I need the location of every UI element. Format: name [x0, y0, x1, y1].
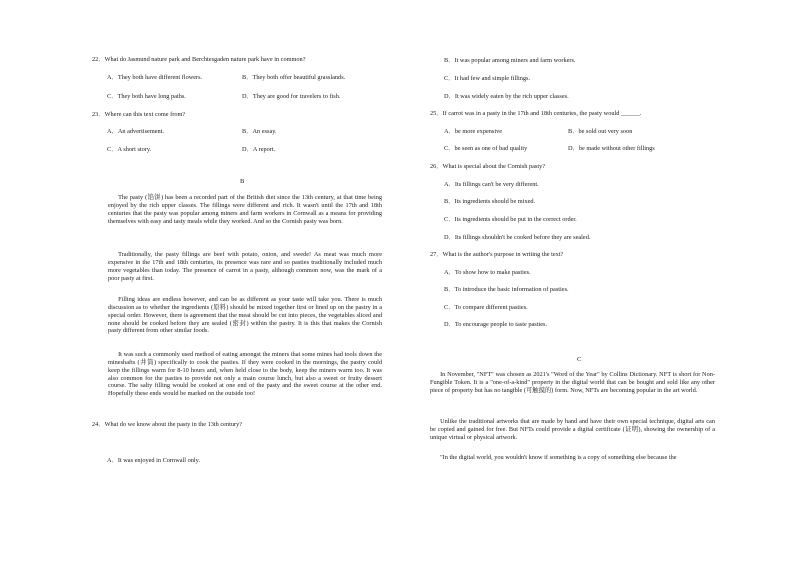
question-27-option-b: B．To introduce the basic information of pasties. — [444, 286, 569, 293]
question-24-option-b: B．It was popular among miners and farm workers. — [444, 57, 576, 64]
question-24-option-d: D．It was widely eaten by the rich upper classes. — [444, 93, 569, 100]
question-22-option-c: C．They both have long paths. — [107, 93, 186, 100]
question-27-option-d: D．To encourage people to taste pasties. — [444, 321, 548, 328]
question-25-option-b: B．be sold out very soon — [568, 128, 633, 135]
question-22-option-a: A．They both have different flowers. — [107, 74, 203, 81]
question-25-option-c: C．be seen as one of bad quality — [444, 145, 528, 152]
question-27-option-c: C．To compare different pasties. — [444, 304, 528, 311]
question-26-option-a: A．Its fillings can't be very different. — [444, 181, 539, 188]
question-26-option-c: C．Its ingredients should be put in the correct order. — [444, 216, 577, 223]
question-25-option-d: D．be made without other fillings — [568, 145, 655, 152]
section-b-title: B — [240, 178, 245, 185]
question-26-option-b: B．Its ingredients should be mixed. — [444, 198, 536, 205]
passage-c-paragraph-2: Unlike the traditional artworks that are made by hand and have their own special technique, digital arts can be copied and gained for free. But NFTs could provide a digital certificate (证明), showing the ownership of a unique virtual or physical artwork. — [430, 418, 715, 441]
question-22-stem: 22．What do Jasmund nature park and Berchtesgaden nature park have in common? — [92, 56, 306, 63]
question-23-option-a: A．An advertisement. — [107, 128, 165, 135]
passage-b-paragraph-2: Traditionally, the pasty fillings are beef with potato, onion, and swede! As meat was much more expensive in the 17th and 18th centuries, its presence was rare and so pasties traditionally included much more vegetables than today. The presence of carrot in a pasty, although common now, was the mark of a poor pasty at first. — [108, 251, 382, 282]
question-23-stem: 23．Where can this text come from? — [92, 111, 186, 118]
passage-c-paragraph-1: In November, "NFT" was chosen as 2021's "Word of the Year" by Collins Dictionary. NFT is short for Non-Fungible Token. It is a "one-of-a-kind" property in the digital world that can be bought and sold like any other piece of property but has no tangible (可触摸的) form. Now, NFTs are becoming popular in the art world. — [430, 371, 715, 394]
question-23-option-b: B．An essay. — [242, 128, 277, 135]
question-26-option-d: D．Its fillings shouldn't be cooked before they are sealed. — [444, 234, 591, 241]
question-23-option-c: C．A short story. — [107, 146, 152, 153]
question-24-stem: 24．What do we know about the pasty in the 13th century? — [92, 421, 243, 428]
passage-b-paragraph-1: The pasty (馅饼) has been a recorded part of the British diet since the 13th century, at that time being enjoyed by the rich upper classes. The fillings were different and rich. It wasn't until the 17th and 18th centuries that the pasty was popular among miners and farm workers in Cornwall as a means for providing themselves with easy and tasty meals while they worked. And so the Cornish pasty was born. — [108, 194, 382, 225]
passage-b-paragraph-4: It was such a commonly used method of eating amongst the miners that some mines had tools down the mineshafts (井筒) specifically to cook the pasties. If they were cooked in the mornings, the pastry could keep the fillings warm for 8-10 hours and, when held close to the body, keep the miners warm too. It was also common for the pasties to provide not only a main course lunch, but also a sweet or fruity dessert course. The salty filling would be cooked at one end of the pasty and the sweet course at the other end. Hopefully these ends would be marked on the outside too! — [108, 351, 382, 398]
passage-b-paragraph-3: Filling ideas are endless however, and can be as different as your taste will take you. There is much discussion as to whether the ingredients (原料) should be mixed together first or lined up on the pastry in a special order. However, there is agreement that the meat should be cut into pieces, the vegetables sliced and none should be cooked before they are sealed (密封) within the pastry. It is this that makes the Cornish pasty different from other similar foods. — [108, 296, 382, 335]
question-27-stem: 27．What is the author's purpose in writing the text? — [430, 251, 564, 258]
question-26-stem: 26．What is special about the Cornish pasty? — [430, 163, 546, 170]
question-24-option-c: C．It had few and simple fillings. — [444, 75, 531, 82]
section-c-title: C — [577, 356, 582, 363]
passage-c-paragraph-3: "In the digital world, you wouldn't know if something is a copy of something else because the — [440, 454, 677, 461]
question-25-option-a: A．be more expensive — [444, 128, 503, 135]
question-23-option-d: D．A report. — [242, 146, 276, 153]
question-25-stem: 25．If carrot was in a pasty in the 17th and 18th centuries, the pasty would ______. — [430, 110, 642, 117]
question-24-option-a: A．It was enjoyed in Cornwall only. — [107, 457, 200, 464]
question-27-option-a: A．To show how to make pasties. — [444, 269, 531, 276]
question-22-option-d: D．They are good for travelers to fish. — [242, 93, 341, 100]
question-22-option-b: B．They both offer beautiful grasslands. — [242, 74, 346, 81]
